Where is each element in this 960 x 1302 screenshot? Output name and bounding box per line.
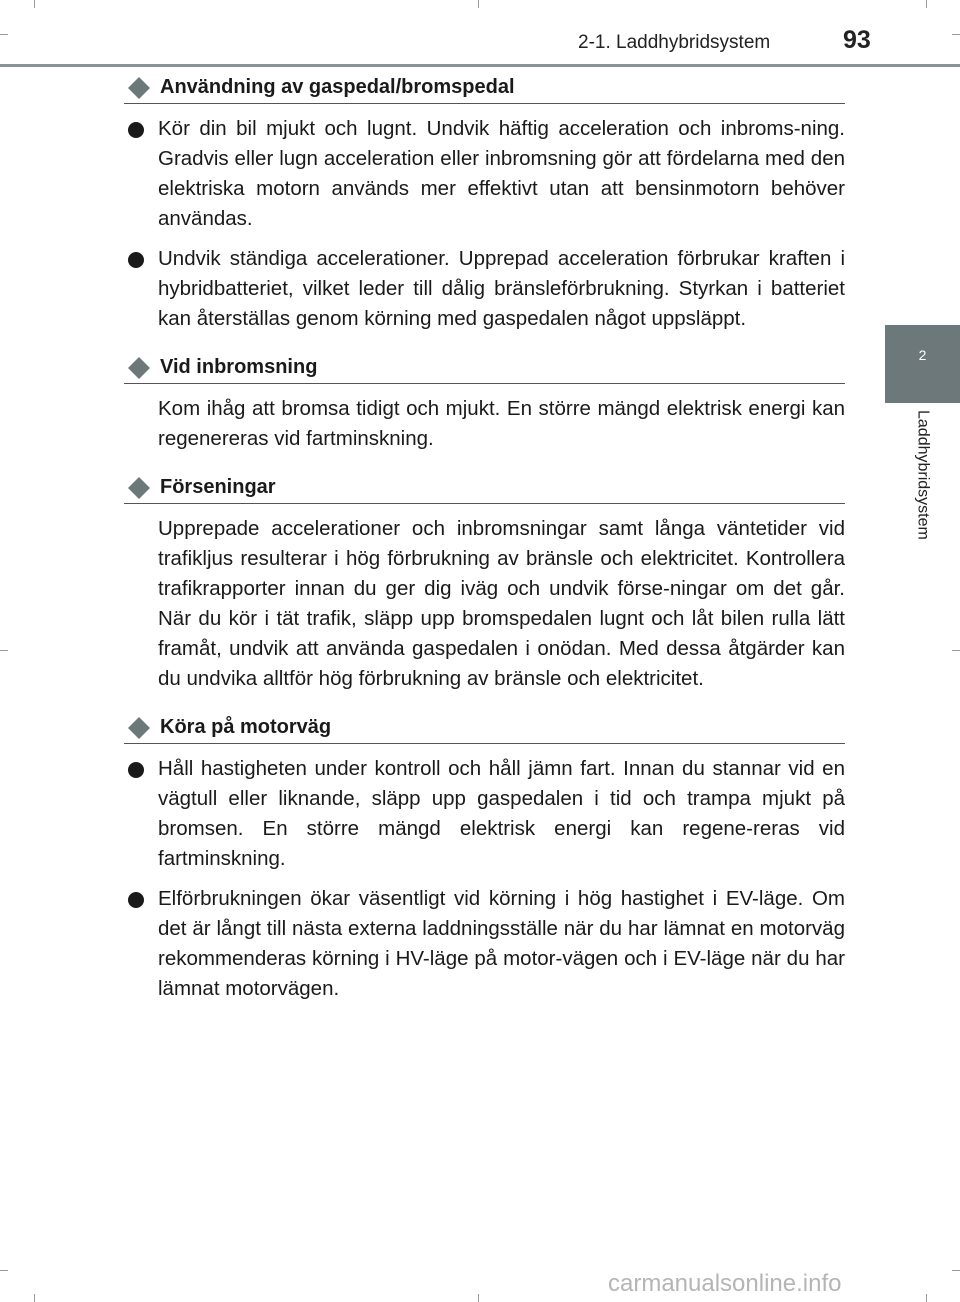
bullet-dot-icon <box>124 754 158 874</box>
bullet-dot-icon <box>124 114 158 234</box>
chapter-label-text: Laddhybridsystem <box>914 410 932 540</box>
bullet-dot-icon <box>124 244 158 334</box>
list-item <box>124 754 845 874</box>
section-heading <box>124 352 845 384</box>
list-item-text: Kör din bil mjukt och lugnt. Undvik häftig acceleration och inbroms-ning. Gradvis eller lugn acceleration eller inbromsning gör att fördelarna med den elektriska motorn används mer effektivt utan att bensinmotorn behöver användas. <box>158 117 845 230</box>
diamond-bullet-icon <box>128 717 150 739</box>
section-paragraph: Upprepade accelerationer och inbromsningar samt långa väntetider vid trafikljus resulterar i hög förbrukning av bränsle och elektricitet. Kontrollera trafikrapporter innan du ger dig iväg och undvik förse-ningar om det går. När du kör i tät trafik, släpp upp bromspedalen lugnt och låt bilen rulla lätt framåt, undvik att använda gaspedalen i onödan. Med dessa åtgärder kan du undvika alltför hög förbrukning av bränsle och elektricitet. <box>158 517 845 690</box>
page-number: 93 <box>843 26 871 54</box>
crop-mark <box>34 1294 35 1302</box>
section-title: Användning av gaspedal/bromspedal <box>160 76 515 98</box>
crop-mark <box>0 1270 8 1271</box>
crop-mark <box>952 1270 960 1271</box>
section-heading <box>124 712 845 744</box>
chapter-number: 2 <box>918 347 927 363</box>
crop-mark <box>0 34 8 35</box>
list-item <box>124 884 845 1004</box>
header-rule <box>0 64 960 67</box>
crop-mark <box>926 1294 927 1302</box>
crop-mark <box>478 1294 479 1302</box>
section-heading <box>124 72 845 104</box>
list-item-text: Elförbrukningen ökar väsentligt vid körning i hög hastighet i EV-läge. Om det är långt till nästa externa laddningsställe när du har lämnat en motorväg rekommenderas körning i HV-läge på motor-vägen och i EV-läge när du har lämnat motorvägen. <box>158 887 845 1000</box>
chapter-tab <box>885 325 960 403</box>
running-header: 2-1. Laddhybridsystem <box>578 32 771 53</box>
crop-mark <box>478 0 479 8</box>
section-heading <box>124 472 845 504</box>
section-title: Vid inbromsning <box>160 356 318 378</box>
watermark: carmanualsonline.info <box>608 1270 842 1297</box>
crop-mark <box>952 34 960 35</box>
list-item <box>124 244 845 334</box>
section-title: Köra på motorväg <box>160 716 332 738</box>
list-item-text: Undvik ständiga accelerationer. Upprepad acceleration förbrukar kraften i hybridbatteriet, vilket leder till dålig bränsleförbrukning. Styrkan i batteriet kan återställas genom körning med gaspedalen något uppsläppt. <box>158 247 845 330</box>
section-pedal-use <box>124 72 845 334</box>
crop-mark <box>952 650 960 651</box>
crop-mark <box>0 650 8 651</box>
section-title: Förseningar <box>160 476 276 498</box>
list-item-text: Håll hastigheten under kontroll och håll jämn fart. Innan du stannar vid en vägtull eller liknande, släpp upp gaspedalen i tid och trampa mjukt på bromsen. En större mängd elektrisk energi kan regene-reras vid fartminskning. <box>158 757 845 870</box>
crop-mark <box>34 0 35 8</box>
main-content <box>124 72 845 1022</box>
chapter-label <box>885 410 960 590</box>
diamond-bullet-icon <box>128 357 150 379</box>
section-highway <box>124 712 845 1004</box>
diamond-bullet-icon <box>128 477 150 499</box>
section-paragraph: Kom ihåg att bromsa tidigt och mjukt. En större mängd elektrisk energi kan regenereras vid fartminskning. <box>158 397 845 450</box>
crop-mark <box>926 0 927 8</box>
bullet-dot-icon <box>124 884 158 1004</box>
section-delays <box>124 472 845 694</box>
list-item <box>124 114 845 234</box>
section-braking <box>124 352 845 454</box>
diamond-bullet-icon <box>128 77 150 99</box>
